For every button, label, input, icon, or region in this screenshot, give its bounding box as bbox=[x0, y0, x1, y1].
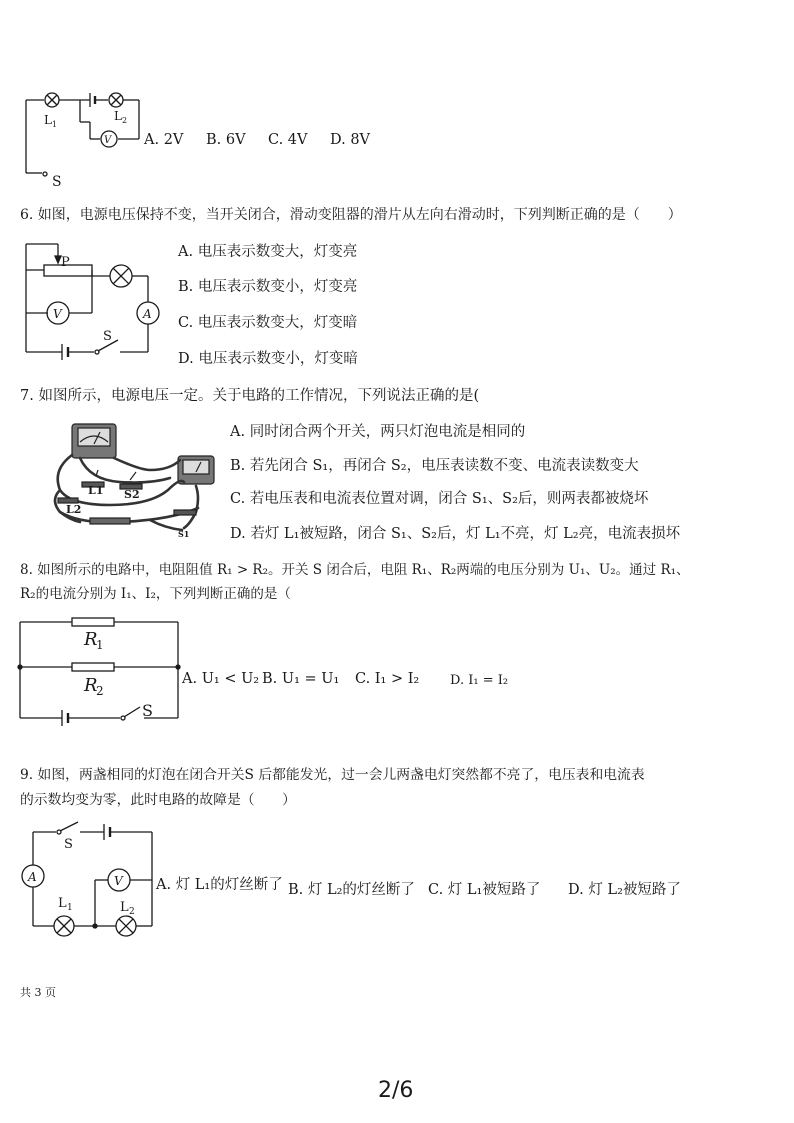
q7-question: 7. 如图所示，电源电压一定。关于电路的工作情况，下列说法正确的是( bbox=[20, 388, 480, 404]
q7-option-c[interactable]: C. 若电压表和电流表位置对调，闭合 S₁、S₂后，则两表都被烧坏 bbox=[230, 491, 649, 507]
q5-option-a[interactable]: A. 2V bbox=[144, 132, 184, 148]
q6-option-d[interactable]: D. 电压表示数变小，灯变暗 bbox=[178, 351, 358, 367]
q6-switch-label: S bbox=[103, 329, 112, 344]
q7-option-d[interactable]: D. 若灯 L₁被短路，闭合 S₁、S₂后，灯 L₁不亮，灯 L₂亮，电流表损坏 bbox=[230, 526, 681, 542]
q7-option-b[interactable]: B. 若先闭合 S₁，再闭合 S₂，电压表读数不变、电流表读数变大 bbox=[230, 458, 639, 474]
q6-option-b[interactable]: B. 电压表示数变小，灯变亮 bbox=[178, 279, 358, 295]
q8-r1-label: R bbox=[84, 629, 98, 650]
q8-question-line2: R₂的电流分别为 I₁、I₂，下列判断正确的是（ bbox=[20, 586, 291, 602]
q9-option-c[interactable]: C. 灯 L₁被短路了 bbox=[428, 882, 541, 898]
q8-switch-label: S bbox=[142, 701, 153, 720]
q7-photo-l1-label: L1 bbox=[88, 484, 104, 497]
q7-photo-s2-label: S2 bbox=[124, 488, 140, 501]
q9-question-line1: 9. 如图，两盏相同的灯泡在闭合开关S 后都能发光，过一会儿两盏电灯突然都不亮了，电压表和电流表 bbox=[20, 767, 645, 783]
q6-option-a[interactable]: A. 电压表示数变大，灯变亮 bbox=[178, 244, 358, 260]
footer-total-pages: 共 3 页 bbox=[20, 986, 56, 999]
q7-photo-l2-label: L2 bbox=[66, 503, 82, 516]
q9-option-b[interactable]: B. 灯 L₂的灯丝断了 bbox=[288, 882, 415, 898]
q6-question: 6. 如图，电源电压保持不变，当开关闭合，滑动变阻器的滑片从左向右滑动时，下列判断正确的是（ ） bbox=[20, 207, 682, 223]
q5-l1-sub: 1 bbox=[52, 120, 58, 129]
q5-option-d[interactable]: D. 8V bbox=[330, 132, 371, 148]
q9-ammeter-label: A bbox=[28, 870, 37, 884]
q9-voltmeter-label: V bbox=[114, 874, 123, 888]
q9-option-d[interactable]: D. 灯 L₂被短路了 bbox=[568, 882, 681, 898]
q8-r2-label: R bbox=[84, 675, 98, 696]
q8-question-line1: 8. 如图所示的电路中，电阻阻值 R₁ > R₂。开关 S 闭合后，电阻 R₁、R₂两端的电压分别为 U₁、U₂。通过 R₁、 bbox=[20, 562, 690, 578]
q9-option-a[interactable]: A. 灯 L₁的灯丝断了 bbox=[156, 877, 283, 893]
q5-l2-label: L bbox=[114, 109, 122, 123]
q5-l2-sub: 2 bbox=[122, 116, 128, 125]
q8-option-b[interactable]: B. U₁ = U₁ bbox=[262, 671, 340, 687]
q8-option-a[interactable]: A. U₁ < U₂ bbox=[182, 671, 260, 687]
q6-ammeter-label: A bbox=[143, 307, 152, 321]
q8-r2-sub: 2 bbox=[96, 684, 104, 698]
q8-option-c[interactable]: C. I₁ > I₂ bbox=[355, 671, 420, 687]
q5-option-c[interactable]: C. 4V bbox=[268, 132, 308, 148]
q5-switch-label: S bbox=[52, 174, 62, 190]
q9-l2-sub: 2 bbox=[129, 907, 135, 917]
q7-photo-s1-label: S1 bbox=[178, 529, 190, 539]
page-number: 2/6 bbox=[378, 1078, 414, 1103]
q7-option-a[interactable]: A. 同时闭合两个开关，两只灯泡电流是相同的 bbox=[230, 424, 526, 440]
q9-l2-label: L bbox=[120, 900, 129, 915]
q8-r1-sub: 1 bbox=[96, 638, 104, 652]
q6-option-c[interactable]: C. 电压表示数变大，灯变暗 bbox=[178, 315, 358, 331]
q9-question-line2: 的示数均变为零，此时电路的故障是（ ） bbox=[20, 792, 296, 808]
q9-switch-label: S bbox=[64, 837, 73, 852]
q8-option-d[interactable]: D. I₁ = I₂ bbox=[450, 673, 509, 688]
q5-l1-label: L bbox=[44, 113, 52, 127]
q9-l1-sub: 1 bbox=[67, 903, 73, 913]
q6-voltmeter-label: V bbox=[53, 307, 62, 321]
q6-slider-label: P bbox=[61, 255, 70, 270]
q5-option-b[interactable]: B. 6V bbox=[206, 132, 246, 148]
q9-l1-label: L bbox=[58, 896, 67, 911]
q5-voltmeter-label: V bbox=[104, 135, 112, 146]
